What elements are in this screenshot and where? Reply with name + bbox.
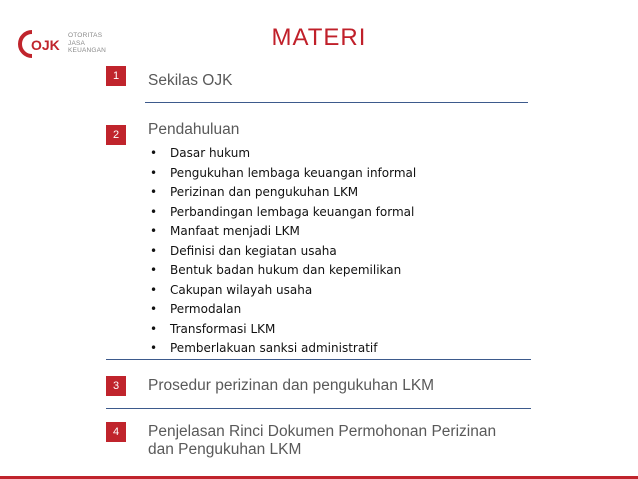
section-title-penjelasan-line1: Penjelasan Rinci Dokumen Permohonan Perizinan [148,423,497,440]
list-item-text: Bentuk badan hukum dan kepemilikan [170,263,402,277]
section-title-prosedur: Prosedur perizinan dan pengukuhan LKM [148,377,435,394]
section-title-pendahuluan: Pendahuluan [148,121,240,138]
section-number-badge: 3 [106,376,126,396]
logo-line: OTORITAS [68,32,103,39]
list-item: • Manfaat menjadi LKM [150,224,300,238]
topic-list [150,144,416,359]
section-number-badge: 4 [106,422,126,442]
section-number-badge: 2 [106,125,126,145]
list-item-text: Manfaat menjadi LKM [170,224,300,238]
list-item-text: Pengukuhan lembaga keuangan informal [170,165,417,180]
list-item: • Pengukuhan lembaga keuangan informal [150,165,417,180]
list-item: • Perizinan dan pengukuhan LKM [150,185,359,199]
list-item: • Dasar hukum [150,146,251,160]
section-divider [106,408,531,409]
list-item-text: Cakupan wilayah usaha [170,282,313,297]
list-item-text: Permodalan [170,302,242,316]
list-item-text: Perizinan dan pengukuhan LKM [170,185,359,199]
list-item: • Perbandingan lembaga keuangan formal [150,204,415,219]
list-item-text: Definisi dan kegiatan usaha [170,243,337,258]
list-item: • Transformasi LKM [150,321,276,336]
list-item: • Pemberlakuan sanksi administratif [150,341,378,355]
section-divider [145,102,528,103]
section-number-badge: 1 [106,66,126,86]
list-item-text: Transformasi LKM [170,321,276,336]
list-item-text: Dasar hukum [170,146,251,160]
list-item: • Bentuk badan hukum dan kepemilikan [150,263,402,277]
list-item: • Definisi dan kegiatan usaha [150,243,337,258]
list-item: • Cakupan wilayah usaha [150,282,313,297]
list-item: • Permodalan [150,302,242,316]
logo-line: JASA [68,39,86,47]
section-title-penjelasan-line2: dan Pengukuhan LKM [148,441,302,458]
logo-line: KEUANGAN [68,47,107,54]
logo-mark-text: OJK [31,37,60,53]
list-item-text: Perbandingan lembaga keuangan formal [170,204,415,219]
section-divider [106,359,531,360]
list-item-text: Pemberlakuan sanksi administratif [170,341,378,355]
page-title: MATERI [271,24,367,51]
section-title-sekilas-ojk: Sekilas OJK [148,72,233,89]
